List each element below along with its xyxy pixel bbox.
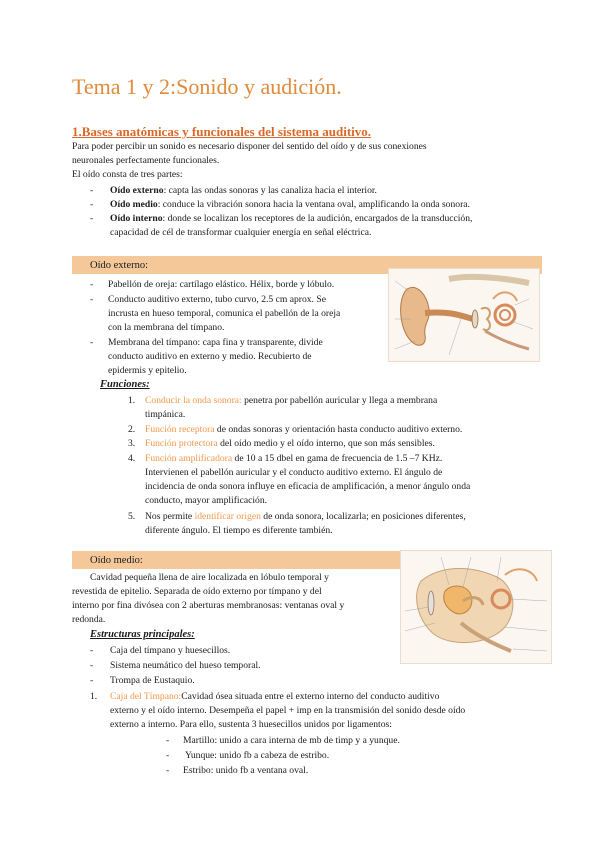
list-dash: - (166, 735, 170, 746)
list-number: 1. (128, 395, 136, 406)
functions-heading: Funciones: (100, 379, 150, 390)
structure-2: Sistema neumático del hueso temporal. (110, 660, 261, 671)
list-dash: - (90, 199, 94, 210)
bullet-pinna: Pabellón de oreja: cartílago elástico. Hélix, borde y lóbulo. (108, 279, 335, 290)
bullet-canal-2: incrusta en hueso temporal, comunica el pabellón de la oreja (108, 308, 341, 319)
structure-3: Trompa de Eustaquio. (110, 675, 195, 686)
middle-ear-anatomy-figure (400, 550, 552, 664)
function-1-cont: timpánica. (145, 409, 186, 420)
list-dash: - (90, 660, 94, 671)
middle-ear-heading: Oído medio: (90, 555, 143, 566)
list-number: 4. (128, 453, 136, 464)
function-5-cont: diferente ángulo. El tiempo es diferente también. (145, 525, 333, 536)
middle-ear-para-3: interno por fina divósea con 2 aberturas membranosas: ventanas oval y (72, 600, 345, 611)
function-1: Conducir la onda sonora: penetra por pabellón auricular y llega a membrana (145, 395, 438, 406)
outer-ear-heading: Oído externo: (90, 260, 149, 271)
list-number: 2. (128, 424, 136, 435)
list-item-inner-ear: Oído interno: donde se localizan los receptores de la audición, encargados de la transducción, (110, 213, 473, 224)
ear-illustration (389, 269, 539, 361)
list-dash: - (90, 213, 94, 224)
list-dash: - (166, 765, 170, 776)
tympanic-cavity-line-2: externo y el oído interno. Desempeña el papel + imp en la transmisión del sonido desde oído (110, 705, 466, 716)
structures-heading: Estructuras principales: (90, 629, 195, 640)
list-item-outer-ear: Oído externo: capta las ondas sonoras y las canaliza hacia el interior. (110, 185, 377, 196)
intro-line-1: Para poder percibir un sonido es necesario disponer del sentido del oído y de sus conexiones (72, 141, 427, 152)
list-dash: - (90, 294, 94, 305)
list-dash: - (90, 675, 94, 686)
tympanic-cavity-line-1: Caja del Tímpano:Cavidad ósea situada entre el externo interno del conducto auditivo (110, 691, 440, 702)
tympanic-cavity-line-3: externo a interno. Para ello, sustenta 3 huesecillos unidos por ligamentos: (110, 719, 392, 730)
middle-ear-para-2: revestida de epitelio. Separada de oído externo por tímpano y del (72, 586, 322, 597)
list-item-continuation: capacidad de cél de transformar cualquier energía en señal eléctrica. (110, 227, 372, 238)
list-dash: - (90, 279, 94, 290)
bullet-eardrum-2: conducto auditivo en externo y medio. Recubierto de (108, 351, 312, 362)
middle-ear-para-1: Cavidad pequeña llena de aire localizada en lóbulo temporal y (90, 572, 329, 583)
bullet-eardrum-1: Membrana del tímpano: capa fina y transparente, divide (108, 337, 323, 348)
function-2: Función receptora de ondas sonoras y orientación hasta conducto auditivo externo. (145, 424, 463, 435)
list-number: 3. (128, 438, 136, 449)
list-number: 5. (128, 511, 136, 522)
bullet-eardrum-3: epidermis y epitelio. (108, 365, 187, 376)
ossicle-stapes: Estribo: unido fb a ventana oval. (183, 765, 309, 776)
bullet-canal-3: con la membrana del tímpano. (108, 322, 225, 333)
bullet-canal-1: Conducto auditivo externo, tubo curvo, 2.5 cm aprox. Se (108, 294, 326, 305)
outer-ear-anatomy-figure (388, 268, 540, 362)
section-heading: 1.Bases anatómicas y funcionales del sistema auditivo. (72, 124, 372, 139)
list-number: 1. (90, 691, 98, 702)
function-4-cont-2: incidencia de onda sonora influye en eficacia de amplificación, a menor ángulo onda (145, 481, 471, 492)
middle-ear-para-4: redonda. (72, 614, 106, 625)
intro-line-2: neuronales perfectamente funcionales. (72, 155, 220, 166)
function-4-cont-3: conducto, mayor amplificación. (145, 495, 268, 506)
ossicle-incus: Yunque: unido fb a cabeza de estribo. (185, 750, 330, 761)
list-dash: - (90, 337, 94, 348)
ossicle-malleus: Martillo: unido a cara interna de mb de timp y a yunque. (183, 735, 400, 746)
list-dash: - (166, 750, 170, 761)
list-dash: - (90, 185, 94, 196)
structure-1: Caja del tímpano y huesecillos. (110, 645, 231, 656)
function-4-cont-1: Intervienen el pabellón auricular y el conducto auditivo externo. El ángulo de (145, 467, 443, 478)
function-3: Función protectora del oído medio y el oído interno, que son más sensibles. (145, 438, 435, 449)
function-5: Nos permite identificar origen de onda sonora, localizarla; en posiciones diferentes, (145, 511, 466, 522)
middle-ear-illustration (401, 551, 551, 663)
intro-line-3: El oído consta de tres partes: (72, 169, 183, 180)
function-4: Función amplificadora de 10 a 15 dbel en gama de frecuencia de 1.5 –7 KHz. (145, 453, 443, 464)
page-title: Tema 1 y 2:Sonido y audición. (72, 74, 342, 99)
list-item-middle-ear: Oído medio: conduce la vibración sonora hacia la ventana oval, amplificando la onda sonora. (110, 199, 470, 210)
list-dash: - (90, 645, 94, 656)
